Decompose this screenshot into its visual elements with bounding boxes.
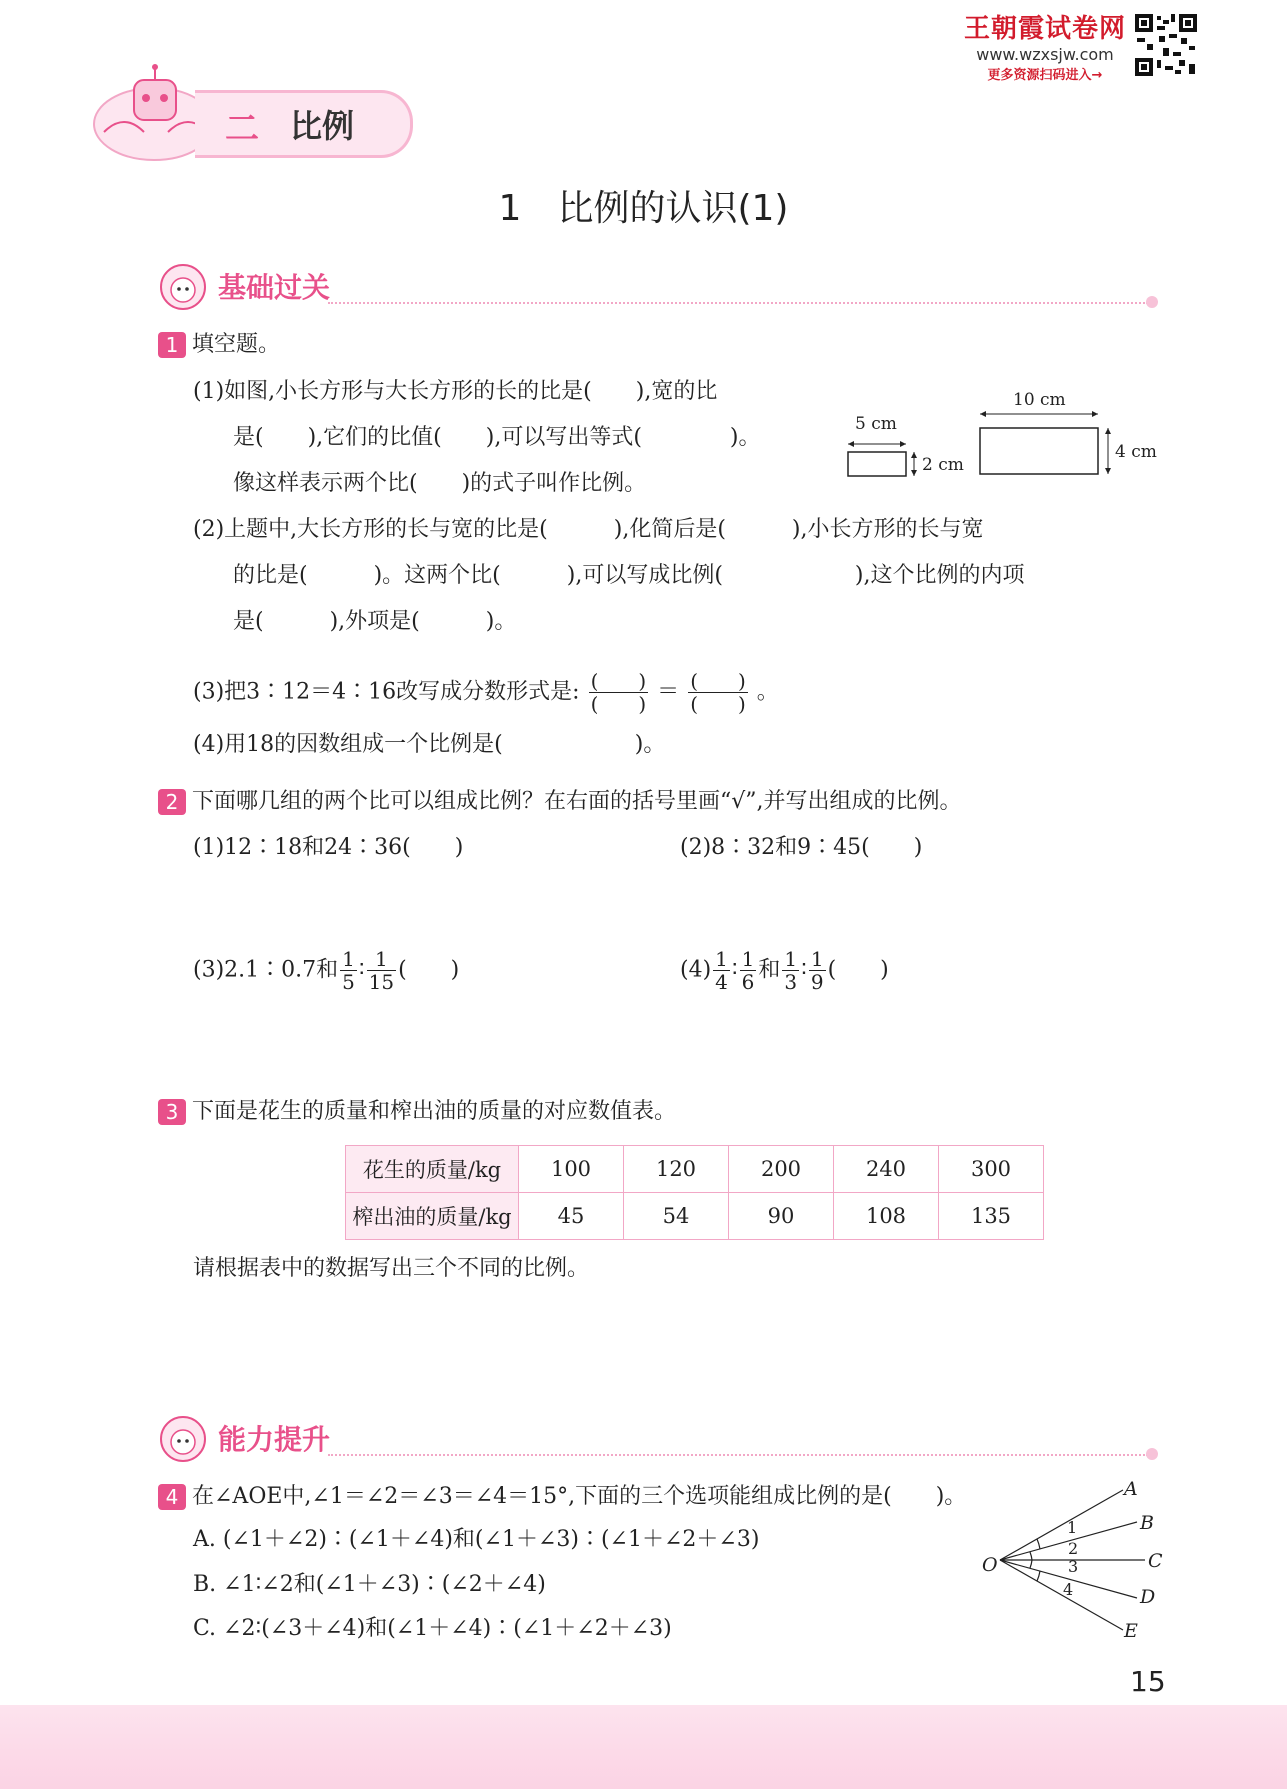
q4-heading (158, 1482, 966, 1512)
q4-title: 在∠AOE中,∠1＝∠2＝∠3＝∠4＝15°,下面的三个选项能组成比例的是( )。 (192, 1484, 967, 1509)
brand-block (960, 8, 1130, 83)
blank[interactable]: ( ) (690, 692, 746, 716)
table-cell: 200 (729, 1146, 834, 1193)
q1-p3-equals: ＝ (657, 679, 680, 705)
colon: ∶ (358, 957, 365, 983)
q1-p2-line3: 是( ),外项是( )。 (233, 609, 517, 634)
page-number: 15 (1130, 1665, 1166, 1698)
section-advanced-label: 能力提升 (218, 1423, 331, 1456)
angle-label-c: C (1148, 1550, 1163, 1572)
q1-heading (158, 330, 280, 360)
section-basic-header (158, 262, 1158, 312)
q1-p3-suffix: 。 (756, 679, 779, 705)
fraction (340, 948, 357, 993)
bottom-decoration (0, 1705, 1287, 1789)
q2-title: 下面哪几组的两个比可以组成比例？在右面的括号里画“√”,并写出组成的比例。 (192, 789, 962, 814)
table-row (346, 1193, 1044, 1240)
section-dot (1146, 296, 1158, 308)
q1-p1-line1: (1)如图,小长方形与大长方形的长的比是( ),宽的比 (193, 379, 718, 404)
angle-label-b: B (1140, 1512, 1154, 1534)
chapter-banner (195, 90, 413, 158)
q1-number: 1 (158, 332, 186, 358)
table-cell: 240 (834, 1146, 939, 1193)
q3-title: 下面是花生的质量和榨出油的质量的对应数值表。 (192, 1099, 677, 1124)
table-cell: 300 (939, 1146, 1044, 1193)
blank[interactable]: ( ) (690, 669, 746, 693)
q3-instruction: 请根据表中的数据写出三个不同的比例。 (193, 1256, 590, 1281)
fraction (713, 948, 730, 993)
large-rect-width: 10 cm (1013, 390, 1066, 410)
q1-p4: (4)用18的因数组成一个比例是( )。 (193, 732, 666, 757)
angle-label-e: E (1124, 1620, 1138, 1642)
table-header-cell: 榨出油的质量/kg (346, 1193, 519, 1240)
q4-option-c[interactable]: C. ∠2∶(∠3＋∠4)和(∠1＋∠4)∶(∠1＋∠2＋∠3) (193, 1616, 672, 1641)
girl-avatar-icon (158, 262, 208, 312)
section-basic-label: 基础过关 (218, 271, 331, 304)
q4-option-a[interactable]: A. (∠1＋∠2)∶(∠1＋∠4)和(∠1＋∠3)∶(∠1＋∠2＋∠3) (193, 1527, 760, 1552)
q2-item3-prefix: (3)2.1∶0.7和 (193, 957, 339, 983)
table-cell: 54 (624, 1193, 729, 1240)
blank[interactable]: ( ) (590, 669, 647, 693)
q1-p2-line2: 的比是( )。这两个比( ),可以写成比例( ),这个比例的内项 (233, 563, 1025, 588)
small-rect-height: 2 cm (922, 455, 964, 475)
numerator: 1 (784, 947, 798, 971)
q1-p2-line1: (2)上题中,大长方形的长与宽的比是( ),化简后是( ),小长方形的长与宽 (193, 517, 984, 542)
chapter-number: 二 (225, 109, 259, 149)
small-rect-width: 5 cm (855, 414, 897, 434)
angle-number-2: 2 (1068, 1539, 1079, 1558)
angle-label-o: O (982, 1554, 998, 1576)
qr-code-icon[interactable] (1133, 12, 1199, 78)
angle-number-3: 3 (1068, 1557, 1079, 1576)
numerator: 1 (741, 947, 755, 971)
denominator: 6 (741, 970, 755, 994)
colon: ∶ (731, 957, 738, 983)
blank[interactable]: ( ) (590, 692, 647, 716)
q4-number: 4 (158, 1484, 186, 1510)
numerator: 1 (342, 947, 355, 971)
table-cell: 120 (624, 1146, 729, 1193)
colon: ∶ (801, 957, 807, 983)
section-divider (328, 302, 1148, 304)
boy-avatar-icon (158, 1414, 208, 1464)
fraction (740, 948, 757, 993)
angle-label-a: A (1124, 1478, 1138, 1500)
q1-p3 (193, 670, 779, 715)
q2-item3 (193, 948, 459, 993)
q4-option-b[interactable]: B. ∠1∶∠2和(∠1＋∠3)∶(∠2＋∠4) (193, 1572, 546, 1597)
q2-item1: (1)12∶18和24∶36( ) (193, 835, 464, 860)
peanut-oil-table (345, 1145, 1044, 1240)
table-row (346, 1146, 1044, 1193)
numerator: 1 (810, 947, 824, 971)
numerator: 1 (367, 948, 396, 971)
q3-heading (158, 1097, 676, 1127)
angle-number-1: 1 (1067, 1518, 1078, 1537)
q2-item4-prefix: (4) (680, 957, 712, 983)
q2-item4 (680, 948, 889, 993)
q2-number: 2 (158, 789, 186, 815)
q2-item3-blank[interactable]: ( ) (398, 957, 460, 983)
denominator: 4 (715, 970, 728, 994)
table-cell: 135 (939, 1193, 1044, 1240)
q2-item4-blank[interactable]: ( ) (827, 957, 889, 983)
brand-slogan: 更多资源扫码进入→ (987, 68, 1103, 83)
q1-title: 填空题。 (192, 332, 281, 357)
denominator: 9 (810, 970, 824, 994)
denominator: 15 (368, 970, 395, 994)
table-cell: 45 (519, 1193, 624, 1240)
table-cell: 108 (834, 1193, 939, 1240)
section-advanced-header (158, 1414, 1158, 1464)
q3-number: 3 (158, 1099, 186, 1125)
table-cell: 90 (729, 1193, 834, 1240)
angle-label-d: D (1140, 1586, 1156, 1608)
angle-number-4: 4 (1063, 1580, 1074, 1599)
numerator: 1 (715, 947, 728, 971)
denominator: 5 (342, 970, 355, 994)
table-cell: 100 (519, 1146, 624, 1193)
denominator: 3 (784, 970, 798, 994)
rectangles-figure (840, 390, 1170, 490)
brand-name: 王朝霞试卷网 (963, 14, 1126, 44)
q1-p1-line3: 像这样表示两个比( )的式子叫作比例。 (233, 471, 647, 496)
fraction (782, 948, 799, 993)
q1-p3-prefix: (3)把3∶12＝4∶16改写成分数形式是: (193, 679, 580, 705)
q1-p3-fraction-left (589, 670, 649, 715)
chapter-title: 比例 (290, 107, 355, 145)
section-dot (1146, 1448, 1158, 1460)
q1-p3-fraction-right (688, 670, 748, 715)
q1-p1-line2: 是( ),它们的比值( ),可以写出等式( )。 (233, 425, 761, 450)
lesson-title: 1 比例的认识(1) (498, 188, 789, 229)
q2-heading (158, 787, 962, 817)
q2-item2: (2)8∶32和9∶45( ) (680, 835, 923, 860)
fraction (367, 948, 396, 993)
large-rect-height: 4 cm (1115, 442, 1157, 462)
section-divider (328, 1454, 1148, 1456)
table-header-cell: 花生的质量/kg (346, 1146, 519, 1193)
and-word: 和 (758, 957, 781, 983)
brand-url: www.wzxsjw.com (976, 45, 1114, 64)
fraction (809, 948, 826, 993)
